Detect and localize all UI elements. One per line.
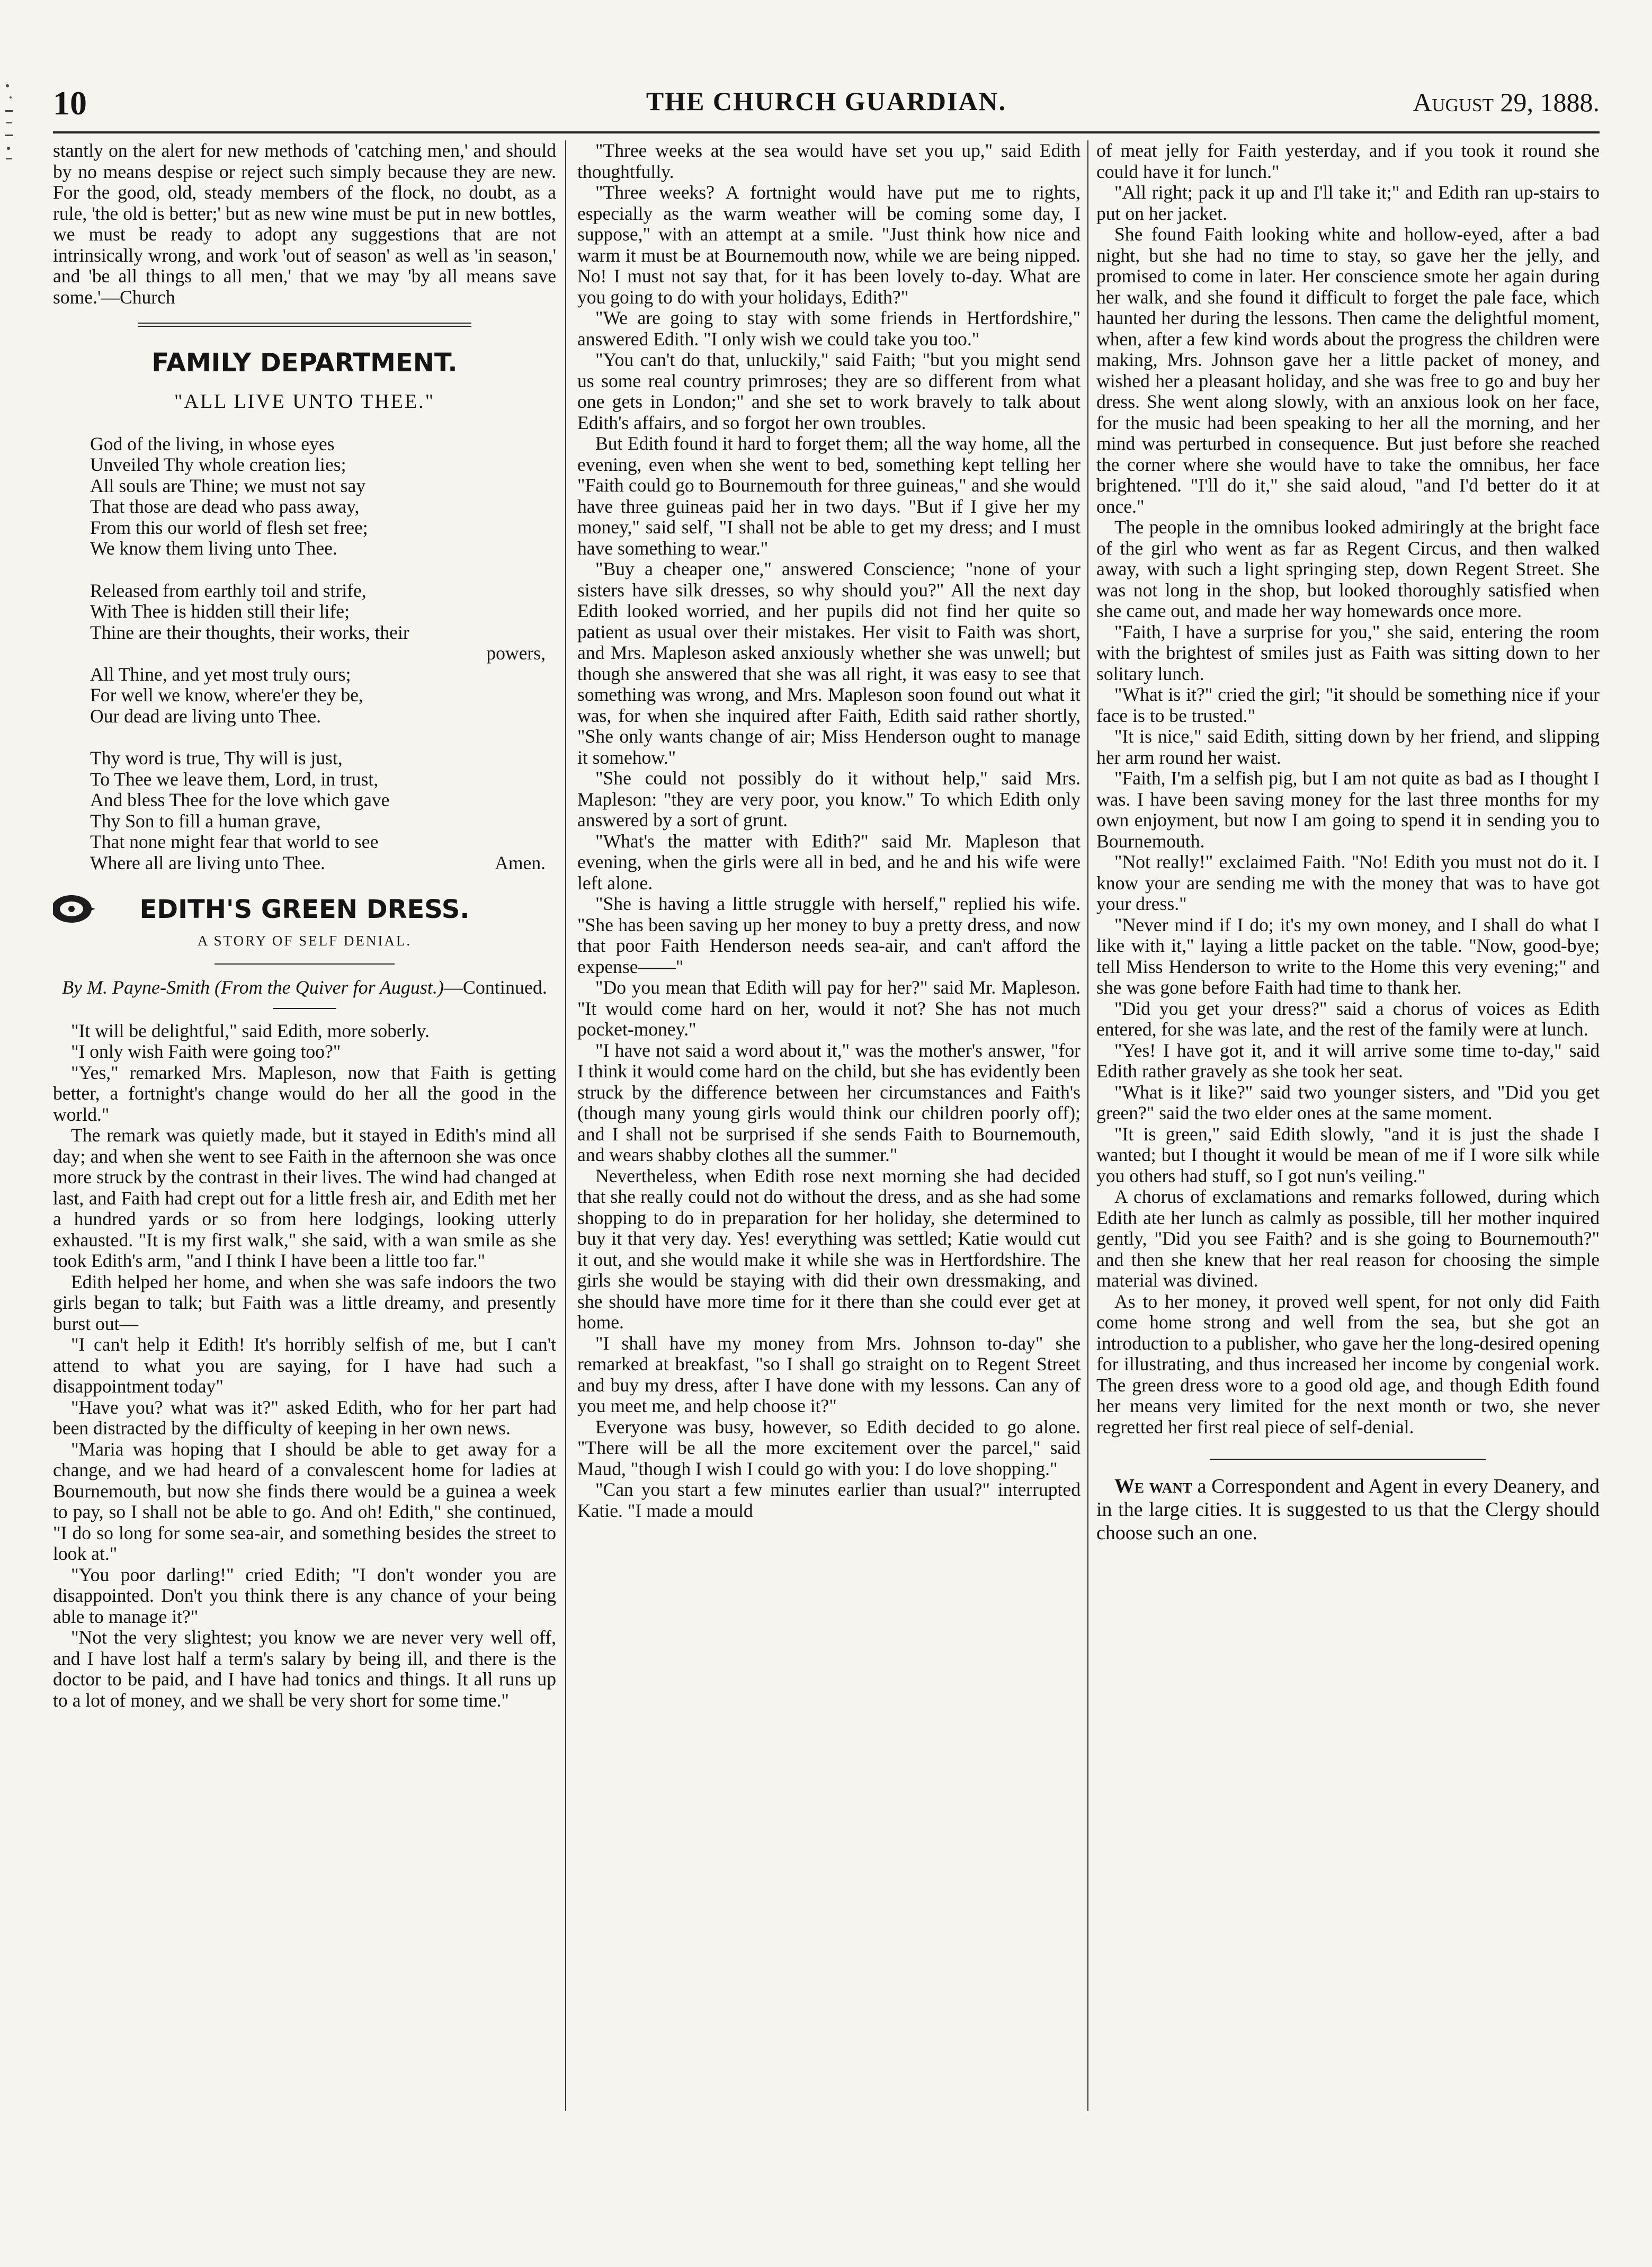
paragraph: She found Faith looking white and hollow-eyed, after a bad night, but she had no time to stay, so gave her the jelly, and promised to come in later. Her conscience smote her again during her walk, and she found it difficult to forget the pale face, which haunted her during the lessons. Then came the delightful moment, when, after a few kind words about the progress the children were making, Mrs. Johnson gave her a little packet of money, and wished her a pleasant holiday, and she was free to go and buy her dress. She went along slowly, with an anxious look on her face, for the music had been speaking to her all the morning, and her mind was perturbed in consequence. But just before she reached the corner where she would have to take the omnibus, her face brightened. "I'll do it," she said aloud, "and I'd better do it at once." <box>1096 224 1600 517</box>
paragraph: "She could not possibly do it without help," said Mrs. Mapleson: "they are very poor, you know." To which Edith only answered by a sort of grunt. <box>577 767 1081 831</box>
paragraph: "It is green," said Edith slowly, "and it is just the shade I wanted; but I thought it would be mean of me if I wore silk while you others had stuff, so I got nun's veiling." <box>1096 1123 1600 1186</box>
story-title <box>53 895 556 924</box>
poem-line: We know them living unto Thee. <box>90 538 337 559</box>
paragraph: "I can't help it Edith! It's horribly selfish of me, but I can't attend to what you are saying, for I have had such a disappointment today" <box>53 1334 556 1397</box>
paragraph: As to her money, it proved well spent, for not only did Faith come home strong and well from the sea, but she got an introduction to a publisher, who gave her the long-desired opening for illustrating, and thus increased her income by congenial work. The green dress wore to a good old age, and though Edith found her means very limited for the next month or two, she never regretted her first real piece of self-denial. <box>1096 1290 1600 1438</box>
paragraph: "Yes," remarked Mrs. Mapleson, now that Faith is getting better, a fortnight's change would do her all the good in the world." <box>53 1061 556 1125</box>
poem-stanza <box>53 581 556 727</box>
paragraph: "Not really!" exclaimed Faith. "No! Edith you must not do it. I know your are sending me with the money that was to have got your dress." <box>1096 851 1600 914</box>
paragraph: "Faith, I have a surprise for you," she said, entering the room with the brightest of smiles just as Faith was sitting down to her solitary lunch. <box>1096 621 1600 684</box>
poem-line: God of the living, in whose eyes <box>90 433 335 454</box>
ornament-icon <box>53 890 101 927</box>
paragraph: "Not the very slightest; you know we are never very well off, and I have lost half a term's salary by being ill, and there is the doctor to be paid, and I have had tonics and things. It all runs up to a lot of money, and we shall be very short for some time." <box>53 1627 556 1711</box>
notice-text: a Correspondent and Agent in every Deanery, and in the large cities. It is suggested to us that the Clergy should choose such an one. <box>1096 1475 1600 1544</box>
short-rule <box>215 963 395 965</box>
column-2 <box>577 140 1081 2233</box>
paragraph: "Do you mean that Edith will pay for her?" said Mr. Mapleson. "It would come hard on her, would it not? She has not much pocket-money." <box>577 977 1081 1040</box>
poem-stanza <box>53 434 556 559</box>
scan-margin-marks <box>3 79 19 164</box>
issue-date: August 29, 1888. <box>1413 87 1600 117</box>
poem-title: "ALL LIVE UNTO THEE." <box>174 390 435 413</box>
paragraph: "We are going to stay with some friends in Hertfordshire," answered Edith. "I only wish we could take you too." <box>577 307 1081 350</box>
paragraph: "Maria was hoping that I should be able to get away for a change, and we had heard of a convalescent home for ladies at Bournemouth, but now she finds there would be a guinea a week to pay, so I shall not be able to go. And oh! Edith," she continued, "I do so long for some sea-air, and something besides the street to look at." <box>53 1438 556 1564</box>
story-title-text: EDITH'S GREEN DRESS. <box>139 895 470 924</box>
paragraph: "You poor darling!" cried Edith; "I don't wonder you are disappointed. Don't you think there is any chance of your being able to manage it?" <box>53 1564 556 1627</box>
poem-line: Unveiled Thy whole creation lies; <box>90 454 346 475</box>
paragraph: "Have you? what was it?" asked Edith, who for her part had been distracted by the difficulty of keeping in her own news. <box>53 1396 556 1439</box>
poem-line: With Thee is hidden still their life; <box>90 601 350 622</box>
masthead-title: THE CHURCH GUARDIAN. <box>646 86 1007 116</box>
poem-line: All souls are Thine; we must not say <box>90 475 366 496</box>
poem-line: Thy word is true, Thy will is just, <box>90 747 343 769</box>
poem-final-line <box>53 853 556 874</box>
paragraph: "I have not said a word about it," was the mother's answer, "for I think it would come hard on the child, but she has evidently been struck by the difference between her circumstances and Faith's (though many young girls would think our children poorly off); and I shall not be surprised if she sends Faith to Bournemouth, and wears shabby clothes all the summer." <box>577 1039 1081 1165</box>
poem-line: From this our world of flesh set free; <box>90 516 368 538</box>
byline-continued: —Continued. <box>443 976 547 998</box>
notice-lead: We want <box>1114 1475 1192 1497</box>
paragraph: Edith helped her home, and when she was safe indoors the two girls began to talk; but Faith was a little dreamy, and presently burst out— <box>53 1271 556 1334</box>
correspondent-notice <box>1096 1475 1600 1545</box>
poem <box>53 434 556 874</box>
paragraph: A chorus of exclamations and remarks followed, during which Edith ate her lunch as calmly as possible, till her mother inquired gently, "Did you see Faith? and is she going to Bournemouth?" and then she knew that her real reason for choosing the simple material was divined. <box>1096 1186 1600 1291</box>
article-tail: stantly on the alert for new methods of 'catching men,' and should by no means despise or reject such simply because they are new. For the good, old, steady members of the flock, no doubt, as a rule, 'the old is better;' but as new wine must be put in new bottles, we must be ready to adopt any suggestions that are not intrinsically wrong, and work 'out of season' as well as 'in season,' and 'be all things to all men,' that we may 'by all means save some.'—Church <box>53 140 556 308</box>
poem-line: Thy Son to fill a human grave, <box>90 810 321 832</box>
paragraph: "Did you get your dress?" said a chorus of voices as Edith entered, for she was late, and the rest of the family were at lunch. <box>1096 997 1600 1040</box>
short-rule <box>273 1008 336 1009</box>
poem-line: For well we know, where'er they be, <box>90 684 363 706</box>
paragraph: "I shall have my money from Mrs. Johnson to-day" she remarked at breakfast, "so I shall go straight on to Regent Street and buy my dress, after I have done with my lessons. Can any of you meet me, and help choose it?" <box>577 1332 1081 1416</box>
page-number: 10 <box>53 84 87 122</box>
column-3 <box>1096 140 1600 2233</box>
column-divider <box>1087 140 1088 2111</box>
paragraph: of meat jelly for Faith yesterday, and if you took it round she could have it for lunch." <box>1096 140 1600 182</box>
paragraph: The people in the omnibus looked admiringly at the bright face of the girl who went as far as Regent Circus, and then walked away, with such a light springing step, down Regent Street. She was not long in the shop, but looked thoroughly satisfied when she came out, and made her way homewards once more. <box>1096 516 1600 621</box>
notice-rule <box>1210 1459 1486 1460</box>
paragraph: "Can you start a few minutes earlier than usual?" interrupted Katie. "I made a mould <box>577 1479 1081 1521</box>
poem-line: That those are dead who pass away, <box>90 496 360 517</box>
section-rule <box>138 323 471 327</box>
poem-line: Thine are their thoughts, their works, their <box>90 621 409 643</box>
poem-stanza <box>53 748 556 873</box>
paragraph: "Three weeks? A fortnight would have put me to rights, especially as the warm weather will be coming some day, I suppose," with an attempt at a smile. "Just think how nice and warm it must be at Bournemouth now, while we are being nipped. No! I must not say that, for it has been lovely to-day. What are you going to do with your holidays, Edith?" <box>577 182 1081 308</box>
page-header <box>53 79 1600 127</box>
paragraph: "What is it like?" said two younger sisters, and "Did you get green?" said the two elder ones at the same moment. <box>1096 1081 1600 1123</box>
poem-line: Where all are living unto Thee. <box>90 852 325 873</box>
paragraph: "All right; pack it up and I'll take it;" and Edith ran up-stairs to put on her jacket. <box>1096 182 1600 224</box>
paragraph: The remark was quietly made, but it stayed in Edith's mind all day; and when she went to see Faith in the afternoon she was once more struck by the contrast in their lives. The wind had changed at last, and Faith had crept out for a little fresh air, and Edith met her a hundred yards or so from here lodgings, looking utterly exhausted. "It is my first walk," she said, with a wan smile as she took Edith's arm, "and I think I have been a little too far." <box>53 1124 556 1271</box>
byline-source: (From the Quiver for August.) <box>214 976 444 998</box>
paragraph: Everyone was busy, however, so Edith decided to go alone. "There will be all the more excitement over the parcel," said Maud, "though I wish I could go with you: I do love shopping." <box>577 1416 1081 1479</box>
paragraph: "What is it?" cried the girl; "it should be something nice if your face is to be trusted." <box>1096 684 1600 726</box>
paragraph: "I only wish Faith were going too?" <box>71 1041 341 1062</box>
paragraph: Nevertheless, when Edith rose next morning she had decided that she really could not do without the dress, and as she had some shopping to do in preparation for her holiday, she determined to buy it that very day. Yes! everything was settled; Katie would cut it out, and she would make it while she was in Hertfordshire. The girls she would be staying with did their own dressmaking, and she should have more time for it there than she could ever get at home. <box>577 1165 1081 1333</box>
poem-amen: Amen. <box>495 852 546 873</box>
column-divider <box>565 140 566 2111</box>
poem-line: And bless Thee for the love which gave <box>90 789 390 810</box>
family-department-heading: FAMILY DEPARTMENT. <box>151 348 458 378</box>
poem-line: Our dead are living unto Thee. <box>90 705 322 727</box>
paragraph: "She is having a little struggle with herself," replied his wife. "She has been saving up her money to buy a pretty dress, and now that poor Faith Henderson needs sea-air, and can't afford the expense——" <box>577 893 1081 977</box>
poem-line: That none might fear that world to see <box>90 831 379 852</box>
byline-author: By M. Payne-Smith <box>62 976 210 998</box>
column-1 <box>53 140 556 2233</box>
paragraph: "It will be delightful," said Edith, more soberly. <box>71 1020 430 1041</box>
paragraph: "It is nice," said Edith, sitting down by her friend, and slipping her arm round her waist. <box>1096 726 1600 768</box>
poem-line: powers, <box>486 642 546 664</box>
paragraph: "Buy a cheaper one," answered Conscience; "none of your sisters have silk dresses, so why should you?" All the next day Edith looked worried, and her pupils did not find her quite so patient as usual over their mistakes. Her visit to Faith was short, and Mrs. Mapleson asked anxiously whether she was unwell; but though she answered that she was all right, it was easy to see that something was wrong, and Mrs. Mapleson soon found out what it was, for when she inquired after Faith, Edith said rather shortly, "She only wants change of air; Miss Henderson ought to manage it somehow." <box>577 558 1081 768</box>
poem-line: All Thine, and yet most truly ours; <box>90 663 351 685</box>
paragraph: But Edith found it hard to forget them; all the way home, all the evening, even when she went to bed, something kept telling her "Faith could go to Bournemouth for three guineas," and she would have three guineas paid her in two days. "But if I give her my money," said self, "I shall not be able to get my dress; and I must have something to wear." <box>577 433 1081 559</box>
byline <box>58 976 551 998</box>
poem-line: To Thee we leave them, Lord, in trust, <box>90 768 379 790</box>
story-subtitle: A STORY OF SELF DENIAL. <box>197 933 412 949</box>
header-rule <box>53 131 1600 133</box>
paragraph: "Never mind if I do; it's my own money, and I shall do what I like with it," laying a little packet on the table. "Now, good-bye; tell Miss Henderson to write to the Home this very evening;" and she was gone before Faith had time to thank her. <box>1096 914 1600 998</box>
poem-line: Released from earthly toil and strife, <box>90 579 367 601</box>
paragraph: "Yes! I have got it, and it will arrive some time to-day," said Edith rather gravely as she took her seat. <box>1096 1039 1600 1082</box>
paragraph: "You can't do that, unluckily," said Faith; "but you might send us some real country primroses; they are so different from what one gets in London;" and she set to work bravely to talk about Edith's affairs, and so forgot her own troubles. <box>577 349 1081 433</box>
paragraph: "Faith, I'm a selfish pig, but I am not quite as bad as I thought I was. I have been saving money for the last three months for my own enjoyment, but now I am going to spend it in sending you to Bournemouth. <box>1096 767 1600 852</box>
paragraph: "What's the matter with Edith?" said Mr. Mapleson that evening, when the girls were all in bed, and he and his wife were left alone. <box>577 830 1081 894</box>
paragraph: "Three weeks at the sea would have set you up," said Edith thoughtfully. <box>577 140 1081 182</box>
